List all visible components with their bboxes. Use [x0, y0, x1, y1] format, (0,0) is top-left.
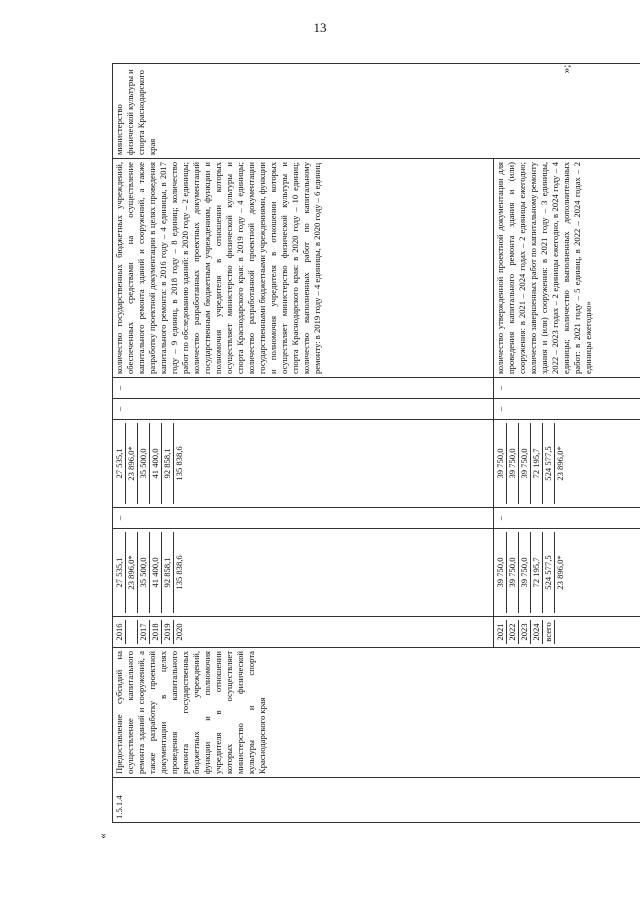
total-amount: 39 750,0 — [495, 532, 507, 613]
year-cell: 2017 — [138, 620, 150, 644]
total-amount: 524 577,5 — [543, 532, 555, 613]
total-amount: 41 400,0 — [150, 532, 162, 613]
regional-amount: 23 896,0* — [126, 423, 138, 504]
local-column-b: – — [493, 399, 640, 420]
regional-amount: 23 896,0* — [554, 446, 565, 481]
closing-quote: »; — [560, 64, 573, 74]
year-cell: 2020 — [174, 623, 184, 641]
rotated-table-area — [112, 63, 640, 823]
year-cell: 2023 — [519, 620, 531, 644]
extrabudget-column-a: – — [113, 378, 494, 399]
activity-code: 1.5.1.4 — [113, 778, 640, 823]
total-amount: 92 858,1 — [162, 532, 174, 613]
regional-amount: 92 858,1 — [162, 423, 174, 504]
year-cell — [555, 620, 566, 644]
totals-column-a — [113, 529, 494, 617]
years-column-b — [493, 617, 640, 648]
landscape-table-wrapper — [112, 63, 640, 823]
federal-column-b: – — [493, 508, 640, 529]
regional-amount: 72 195,7 — [531, 423, 543, 504]
regional-amount: 35 500,0 — [138, 423, 150, 504]
opening-quote: « — [96, 833, 109, 839]
total-amount: 35 500,0 — [138, 532, 150, 613]
regional-column-b — [493, 420, 640, 508]
table-row — [113, 64, 494, 823]
total-amount: 39 750,0 — [519, 532, 531, 613]
result-text-b: количество утвержденной проектной документации для проведения капитального ремонта здания и (или) сооружения: в 2021 – 2024 годах – 2 единицы ежегодно; количество завершенных работ по капитальному ремонту здания и (или) сооружения: в 2021 году – 3 единицы, 2022 – 2023 годах – 2 единицы ежегодно, в 2024 году – 4 единицы; количество выполненных дополнительных работ: в 2021 году – 5 единиц, в 2022 – 2024 годах – 2 единицы ежегодно» — [493, 159, 640, 378]
year-cell: 2021 — [495, 620, 507, 644]
total-amount: 72 195,7 — [531, 532, 543, 613]
total-amount: 23 896,0* — [126, 532, 138, 613]
year-cell: 2016 — [114, 620, 126, 644]
regional-amount: 41 400,0 — [150, 423, 162, 504]
federal-column-a: – — [113, 508, 494, 529]
regional-amount: 39 750,0 — [495, 423, 507, 504]
local-column-a: – — [113, 399, 494, 420]
totals-column-b — [493, 529, 640, 617]
regional-amount: 39 750,0 — [507, 423, 519, 504]
year-cell: 2018 — [150, 620, 162, 644]
result-text-a: количество государственных бюджетных учреждений, обеспеченных средствами на осуществление капитального ремонта зданий и сооружений, а также разработку проектной документации в целях проведения капитального ремонта: в 2016 году – 4 единицы, в 2017 году – 9 единиц, в 2018 году – 8 единиц; количество работ по обследованию зданий: в 2020 году – 2 единицы; количество разработанных проектных документаций государственным бюджетным учреждениям, функции и полномочия учредителя в отношении которых осуществляет министерство физической культуры и спорта Краснодарского края: в 2019 году – 4 единицы; количество разработанной проектной документации государственными бюджетными учреждениями, функции и полномочия учредителя в отношении которых осуществляет министерство физической культуры и спорта Краснодарского края: в 2020 году – 10 единиц; количество выполненных работ по капитальному ремонту: в 2019 году – 4 единицы, в 2020 году – 6 единиц — [113, 159, 494, 378]
total-amount: 27 535,1 — [114, 532, 126, 613]
year-cell: 2019 — [162, 620, 174, 644]
total-amount: 135 838,6 — [174, 555, 184, 590]
year-cell: 2024 — [531, 620, 543, 644]
years-column-a — [113, 617, 494, 648]
page-number: 13 — [313, 20, 327, 35]
regional-amount: 27 535,1 — [114, 423, 126, 504]
year-cell: всего — [543, 620, 555, 644]
extrabudget-column-b: – — [493, 378, 640, 399]
year-cell: 2022 — [507, 620, 519, 644]
activity-name: Предоставление субсидий на осуществление капитального ремонта зданий и сооружений, а также разработку проектной документации в целях проведения капитального ремонта государственных бюджетных учреждений, функции и полномочия учредителя в отношении которых осуществляет министерство физической культуры и спорта Краснодарского края — [113, 648, 640, 778]
regional-amount: 39 750,0 — [519, 423, 531, 504]
year-cell — [126, 620, 138, 644]
regional-amount: 524 577,5 — [543, 423, 555, 504]
regional-column-a — [113, 420, 494, 508]
program-activity-table — [112, 63, 640, 823]
executor: министерство физической культуры и спорта Краснодарского края — [113, 64, 640, 159]
total-amount: 39 750,0 — [507, 532, 519, 613]
regional-amount: 135 838,6 — [174, 446, 184, 481]
total-amount: 23 896,0* — [554, 555, 565, 590]
